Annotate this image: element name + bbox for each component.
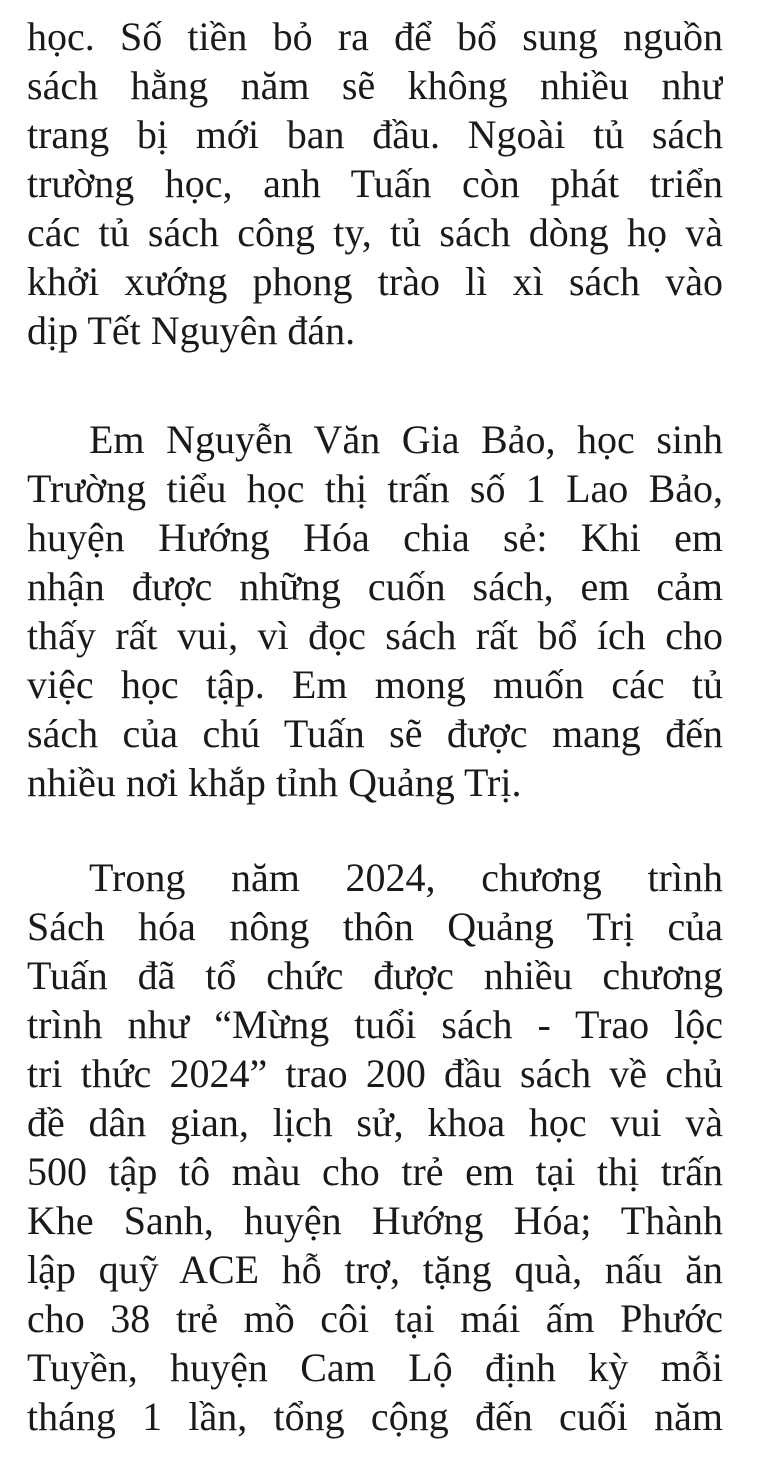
text-line: nhiều nơi khắp tỉnh Quảng Trị.	[27, 760, 522, 805]
text-line: Sách hóa nông thôn Quảng Trị của	[27, 904, 723, 949]
text-line: Trong năm 2024, chương trình	[89, 855, 723, 900]
text-line: học. Số tiền bỏ ra để bổ sung nguồn	[27, 14, 723, 59]
document-page	[27, 0, 723, 1479]
text-line: Tuấn đã tổ chức được nhiều chương	[27, 953, 723, 998]
text-line: việc học tập. Em mong muốn các tủ	[27, 662, 723, 707]
text-line: lập quỹ ACE hỗ trợ, tặng quà, nấu ăn	[27, 1247, 723, 1292]
text-line: Khe Sanh, huyện Hướng Hóa; Thành	[27, 1198, 723, 1243]
text-line: huyện Hướng Hóa chia sẻ: Khi em	[27, 515, 723, 560]
text-line: trường học, anh Tuấn còn phát triển	[27, 161, 723, 206]
text-line: đề dân gian, lịch sử, khoa học vui và	[27, 1100, 723, 1145]
text-line: dịp Tết Nguyên đán.	[27, 308, 356, 353]
text-line: tháng 1 lần, tổng cộng đến cuối năm	[27, 1394, 723, 1439]
paragraph-2	[27, 415, 723, 807]
text-line: sách hằng năm sẽ không nhiều như	[27, 63, 723, 108]
text-line: Em Nguyễn Văn Gia Bảo, học sinh	[89, 417, 723, 462]
text-line: nhận được những cuốn sách, em cảm	[27, 564, 723, 609]
text-line: trình như “Mừng tuổi sách - Trao lộc	[27, 1002, 723, 1047]
text-line: sách của chú Tuấn sẽ được mang đến	[27, 711, 723, 756]
text-line: 500 tập tô màu cho trẻ em tại thị trấn	[27, 1149, 723, 1194]
paragraph-1	[27, 12, 723, 355]
text-line: thấy rất vui, vì đọc sách rất bổ ích cho	[27, 613, 723, 658]
text-line: khởi xướng phong trào lì xì sách vào	[27, 259, 723, 304]
text-line: trang bị mới ban đầu. Ngoài tủ sách	[27, 112, 723, 157]
text-line: tri thức 2024” trao 200 đầu sách về chủ	[27, 1051, 723, 1096]
text-line: các tủ sách công ty, tủ sách dòng họ và	[27, 210, 723, 255]
paragraph-3	[27, 853, 723, 1441]
text-line: Trường tiểu học thị trấn số 1 Lao Bảo,	[27, 466, 723, 511]
text-line: Tuyền, huyện Cam Lộ định kỳ mỗi	[27, 1345, 723, 1390]
text-line: cho 38 trẻ mồ côi tại mái ấm Phước	[27, 1296, 723, 1341]
